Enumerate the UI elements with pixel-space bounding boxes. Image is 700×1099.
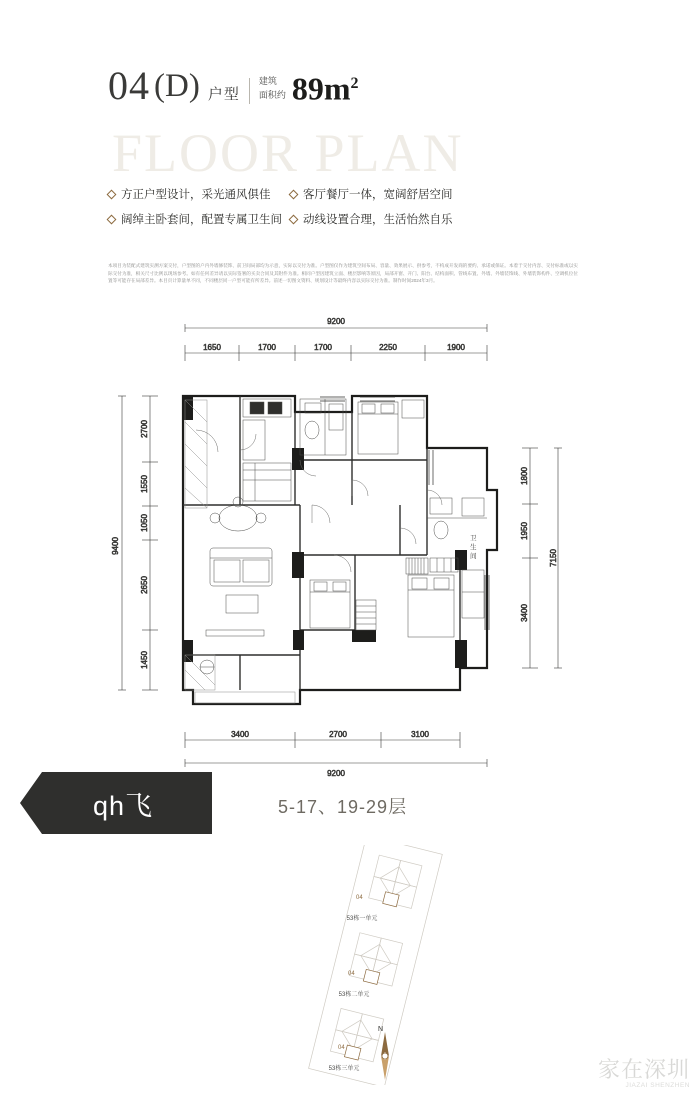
plan-kitchen-furniture [243,399,291,501]
site-unit-number: 04 [356,895,363,901]
dim-top-total: 9200 [327,317,345,326]
dim-left-seg: 1050 [140,514,149,532]
floors-label: 5-17、19-29层 [278,797,408,817]
brand-logo-tag [20,772,212,834]
dim-top-seg: 1650 [203,343,221,352]
site-unit-caption: 53栋一单元 [346,916,378,922]
plan-room-labels [470,534,477,560]
feature-item: 动线设置合理，生活怡然自乐 [290,211,453,227]
feature-item: 客厅餐厅一体，宽阔舒居空间 [290,186,453,202]
diamond-bullet-icon [107,214,117,224]
dim-top-seg: 1700 [314,343,332,352]
dim-left-seg: 1450 [140,651,149,669]
unit-variant: (D) [154,68,200,104]
svg-text:生: 生 [470,544,477,551]
plan-windows [320,397,489,630]
page-title [108,63,359,108]
plan-living-furniture [200,497,272,674]
dim-right-seg: 1950 [520,522,529,540]
compass-label: N [378,1026,384,1033]
diamond-bullet-icon [289,214,299,224]
watermark-title: 家在深圳 [597,1057,690,1082]
dim-top-seg: 1900 [447,343,465,352]
area-value: $89m^2$ [291,71,359,107]
dim-bottom-seg: 3100 [411,730,429,739]
diamond-bullet-icon [107,189,117,199]
unit-code: 04 [108,63,150,108]
dim-bottom-total: 9200 [327,769,345,778]
plan-master-bath-furniture [427,498,487,539]
dim-left-seg: 2700 [140,420,149,438]
dim-right-seg: 3400 [520,604,529,622]
floor-plan-svg [0,300,700,780]
header [0,0,700,284]
feature-list [108,186,578,236]
dim-top-seg: 2250 [379,343,397,352]
plan-bath1-furniture [300,399,346,455]
svg-text:卫: 卫 [470,535,477,542]
plan-outer-walls [183,396,497,704]
floor-plan-drawing [0,300,700,780]
disclaimer-text: 本项目为装配式建筑实测方案交付，户型图的户内外墙修装饰、前卫间局部均为示意，实际以交付为准。户型图仅作为建筑空间布局、容量、效果展示、供参考，不构成开发商的要约、承诺或保证。本着于交付内容、交付标准或以实际交付为准，相关尺寸比例以现场参考。如有任何差异请以实际签署的买卖合同及其附件为准。相同户型因建筑立面、楼层影响等原因，局部开窗、开门、阳台、结构面积、管线布置、外墙、外墙装饰线、外墙装饰构件、空调机位位置等可能存在局部差异。本目页计算量单不同，不同楼层同一户型可能有所差异。前述一切图文资料、规划设计等最终内容以实际交付为准。制作时间2024年3月。 [108,263,578,284]
feature-item: 阔绰主卧套间，配置专属卫生间 [108,211,290,227]
dim-bottom-seg: 3400 [231,730,249,739]
watermark-subtitle: JIAZAI SHENZHEN [625,1082,690,1089]
feature-item: 方正户型设计，采光通风俱佳 [108,186,290,202]
dim-left-seg: 2650 [140,576,149,594]
plan-bed2-furniture [358,400,424,454]
site-watermark [598,1058,690,1089]
svg-text:间: 间 [470,553,477,560]
dim-right-seg: 1800 [520,467,529,485]
dim-left-seg: 1550 [140,475,149,493]
site-unit-caption: 53栋三单元 [328,1066,360,1072]
plan-master-furniture [406,558,484,637]
compass-icon [372,1030,398,1082]
site-unit-number: 04 [338,1045,345,1051]
dim-bottom-seg: 2700 [329,730,347,739]
floor-plan-watermark: FLOOR PLAN [112,123,464,183]
site-unit-caption: 53栋二单元 [338,992,370,998]
plan-bed3-furniture [310,580,376,630]
logo-text: qh飞 [92,790,154,821]
diamond-bullet-icon [289,189,299,199]
area-label: 建筑 面积约 [258,76,286,100]
title-divider [249,78,250,104]
site-unit-number: 04 [348,971,355,977]
dim-top-seg: 1700 [258,343,276,352]
plan-interior-walls [183,396,460,690]
unit-type-label: 户型 [207,86,240,103]
dim-right-total: 7150 [549,549,558,567]
dim-left-total: 9400 [111,537,120,555]
